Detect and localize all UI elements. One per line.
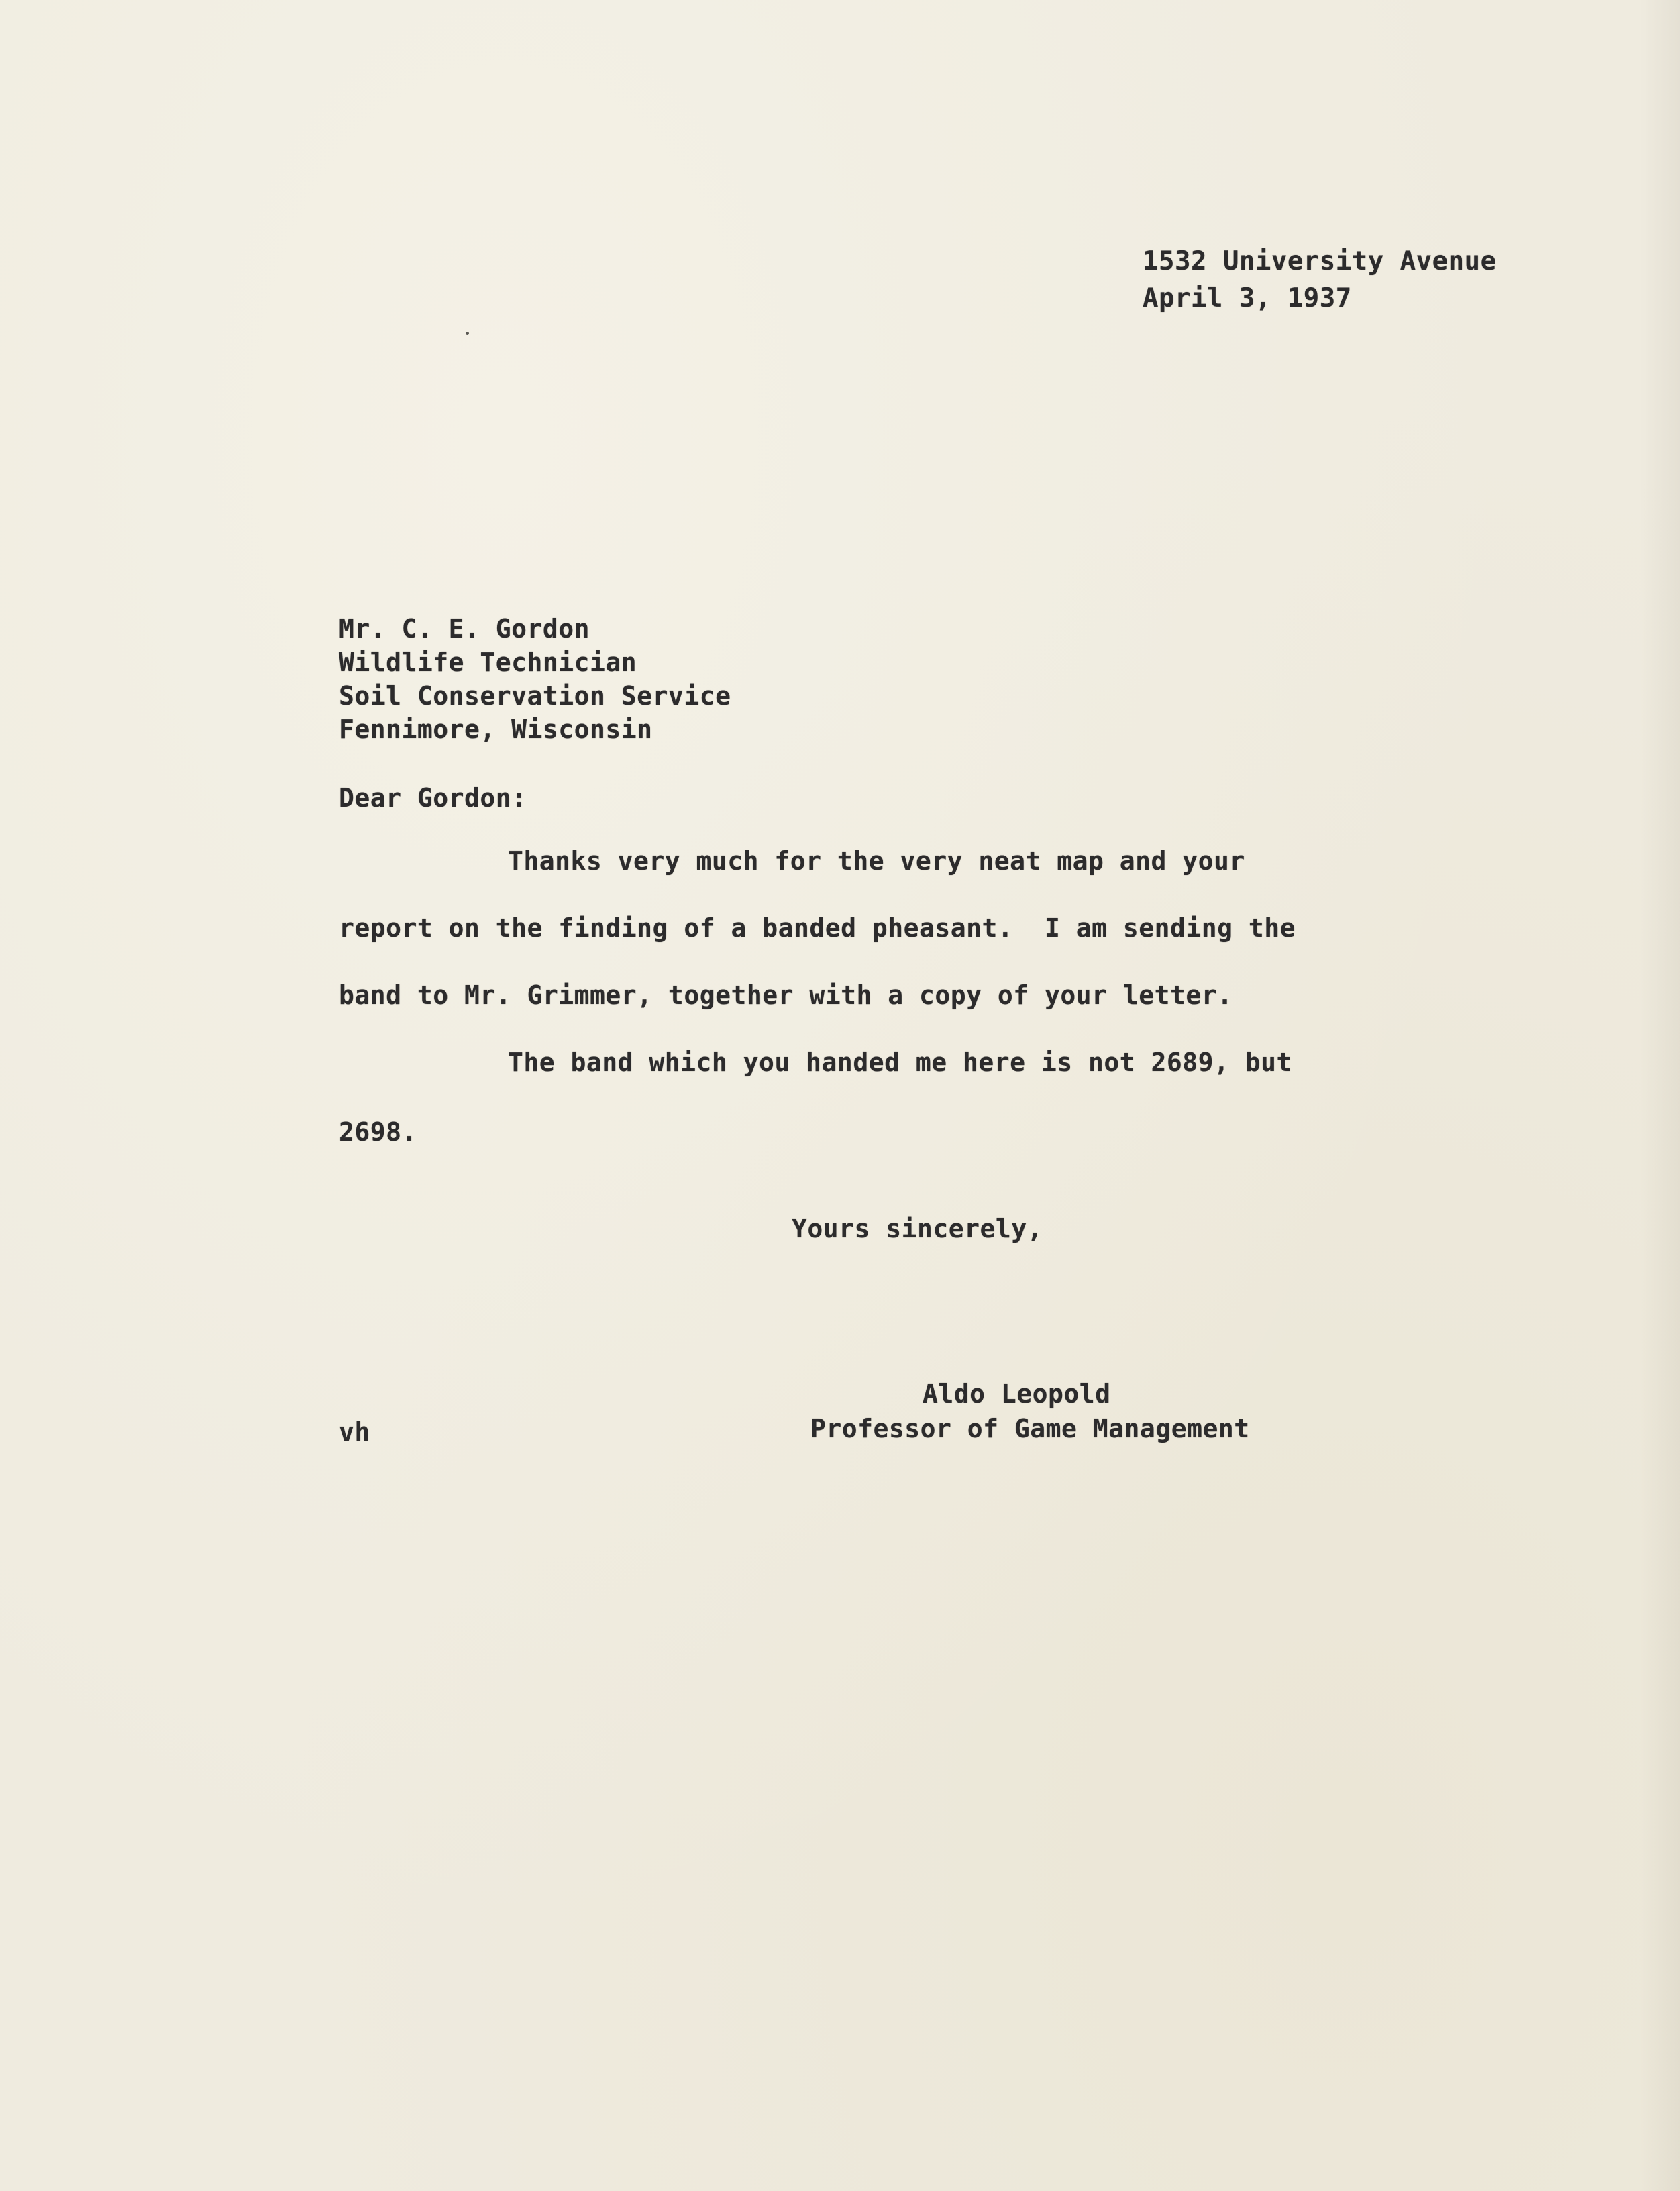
recipient-location: Fennimore, Wisconsin <box>339 715 653 744</box>
page-edge-shadow <box>1640 0 1680 2191</box>
body-paragraph1-line3: band to Mr. Grimmer, together with a copy of your letter. <box>339 980 1233 1010</box>
body-paragraph1-line2: report on the finding of a banded pheasant. I am sending the <box>339 913 1296 943</box>
body-paragraph1-line1: Thanks very much for the very neat map and your <box>508 846 1245 876</box>
salutation: Dear Gordon: <box>339 783 527 813</box>
paper-speck <box>466 332 469 335</box>
signature-name: Aldo Leopold <box>923 1379 1111 1409</box>
return-address-street: 1532 University Avenue <box>1143 246 1497 276</box>
recipient-name: Mr. C. E. Gordon <box>339 614 590 644</box>
return-address-date: April 3, 1937 <box>1143 283 1352 313</box>
body-paragraph2-line1: The band which you handed me here is not 2689, but <box>508 1048 1292 1077</box>
recipient-organization: Soil Conservation Service <box>339 681 731 711</box>
recipient-title: Wildlife Technician <box>339 648 637 677</box>
body-paragraph2-line2: 2698. <box>339 1117 417 1147</box>
typist-initials: vh <box>339 1417 370 1447</box>
signature-title: Professor of Game Management <box>810 1414 1250 1443</box>
closing: Yours sincerely, <box>792 1214 1043 1243</box>
